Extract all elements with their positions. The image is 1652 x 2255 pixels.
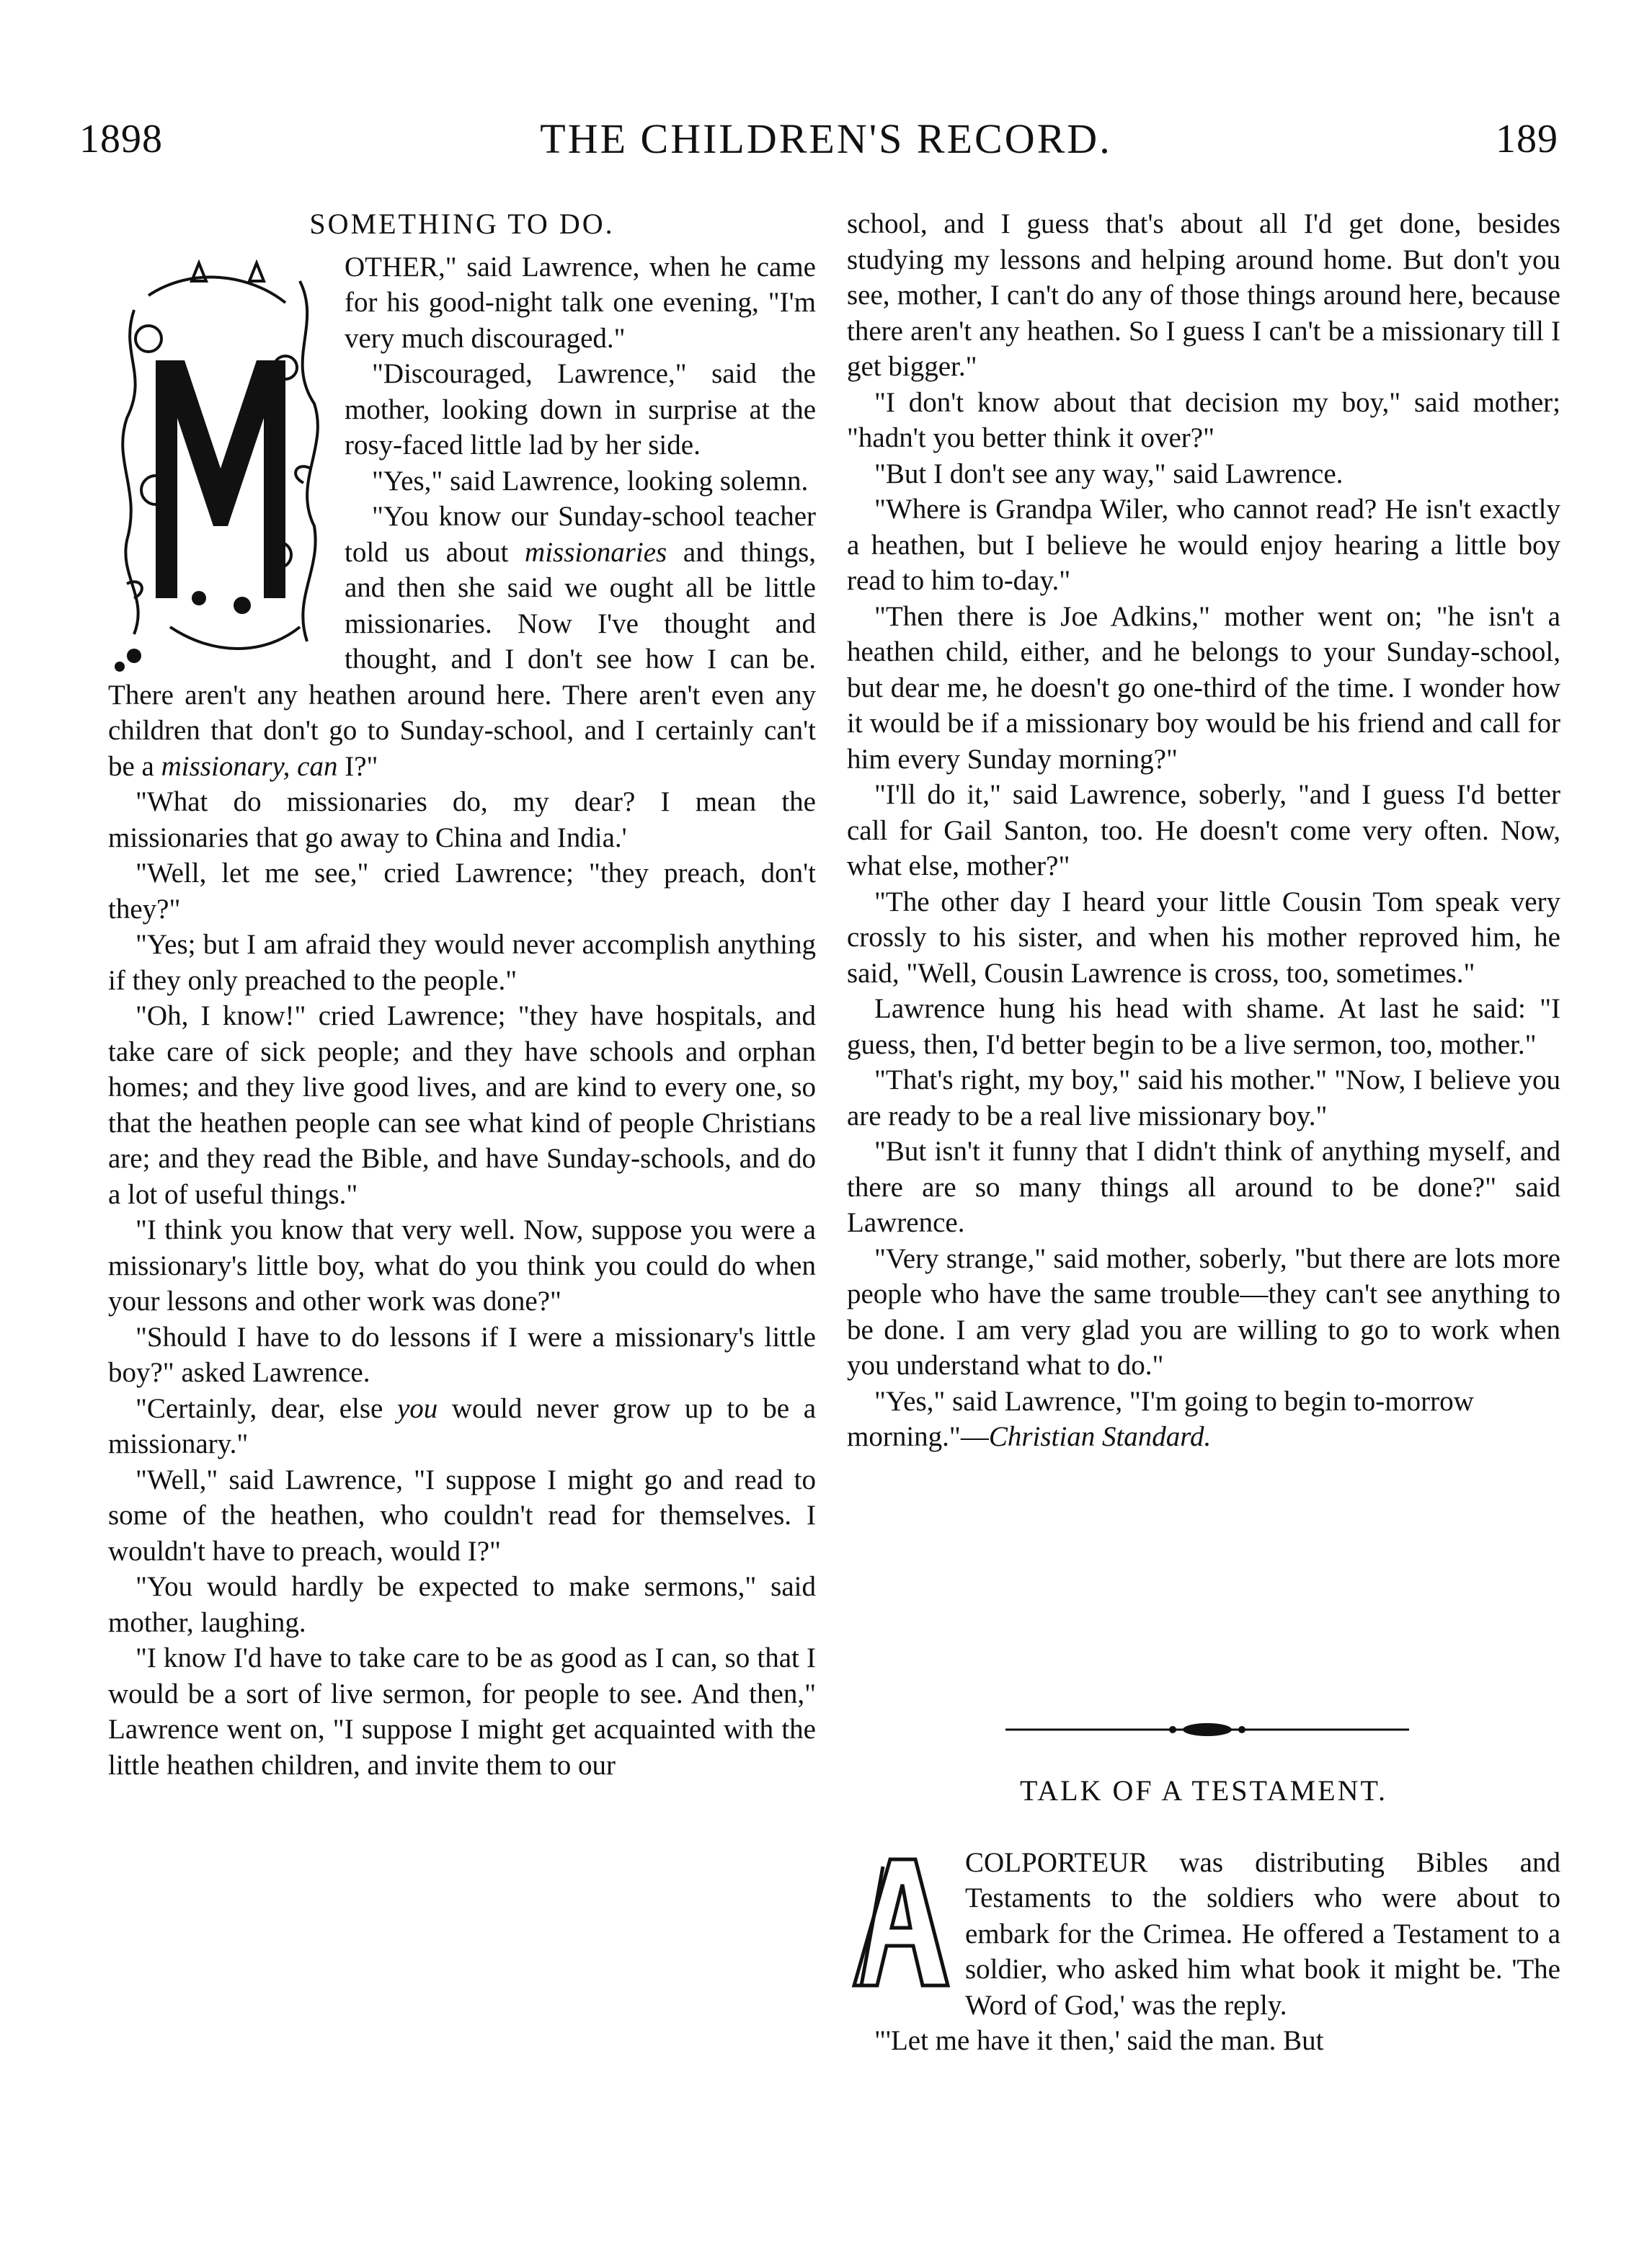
ornamental-dropcap-m: [105, 252, 334, 677]
paragraph: "You would hardly be expected to make sermons," said mother, laughing.: [108, 1571, 816, 1638]
paragraph: "Well, let me see," cried Lawrence; "they preach, don't they?": [108, 858, 816, 925]
paragraph: Lawrence hung his head with shame. At last he said: "I guess, then, I'd better begin to be a live sermon, too, mother.": [847, 993, 1560, 1060]
paragraph: "I think you know that very well. Now, suppose you were a missionary's little boy, what do you think you could do when your lessons and other work was done?": [108, 1214, 816, 1317]
paragraph: COLPORTEUR was distributing Bibles and Testaments to the soldiers who were about to embark for the Crimea. He offered a Testament to a soldier, who asked him what book it might be. 'The Word of God,' was the reply.: [965, 1846, 1560, 2021]
paragraph: "Then there is Joe Adkins," mother went on; "he isn't a heathen child, either, and he belongs to your Sunday-school, but dear me, he doesn't go one-third of the time. I wonder how it would be if a missionary boy would be his friend and call for him every Sunday morning?": [847, 600, 1560, 775]
paragraph: OTHER," said Lawrence, when he came for his good-night talk one evening, "I'm very much discouraged.": [345, 251, 816, 354]
paragraph: "Where is Grandpa Wiler, who cannot read? He isn't exactly a heathen, but I believe he would enjoy hearing a little boy read to him to-day.": [847, 494, 1560, 596]
paragraph: "The other day I heard your little Cousin Tom speak very crossly to his sister, and when his mother reproved him, he said, "Well, Cousin Lawrence is cross, too, sometimes.": [847, 886, 1560, 989]
paragraph: "'Let me have it then,' said the man. But: [874, 2025, 1324, 2056]
outlined-initial-a-icon: [847, 1852, 955, 1989]
story-talk-of-a-testament: [847, 1773, 1560, 2059]
paragraph: "Well," said Lawrence, "I suppose I might go and read to some of the heathen, who couldn't read for themselves. I wouldn't have to preach, would I?": [108, 1464, 816, 1567]
source-credit: Christian Standard.: [988, 1421, 1212, 1452]
paragraph: "I know I'd have to take care to be as good as I can, so that I would be a sort of live sermon, for people to see. And then," Lawrence went on, "I suppose I might get acquainted with the little heathen children, and invite them to our: [108, 1642, 816, 1781]
paragraph: "Oh, I know!" cried Lawrence; "they have hospitals, and take care of sick people; and they have schools and orphan homes; and they live good lives, and are kind to every one, so that the heathen people can see what kind of people Christians are; and they read the Bible, and have Sunday-schools, and do a lot of useful things.": [108, 1000, 816, 1210]
paragraph: "Yes; but I am afraid they would never accomplish anything if they only preached to the people.": [108, 929, 816, 996]
section-divider: [1005, 1721, 1409, 1738]
paragraph: "I don't know about that decision my boy," said mother; "hadn't you better think it over?": [847, 386, 1560, 453]
paragraph: "Certainly, dear, else you would never grow up to be a missionary.": [108, 1392, 817, 1459]
paragraph: "But I don't see any way," said Lawrence.: [874, 458, 1344, 489]
page-year: 1898: [79, 117, 163, 161]
paragraph: "You know our Sunday-school teacher told us about missionaries and things, and then she said we ought all be little missionaries. Now I've thought and thought, and I don't see how I can be. There aren't any heathen around here. There aren't even any children that don't go to Sunday-school, and I certainly can't be a missionary, can I?": [108, 501, 816, 782]
paragraph: "Very strange," said mother, soberly, "but there are lots more people who have the same trouble—they can't see anything to be done. I am very glad you are willing to go to work when you understand what to do.": [847, 1242, 1560, 1381]
paragraph: "That's right, my boy," said his mother." "Now, I believe you are ready to be a real live missionary boy.": [847, 1064, 1560, 1131]
page-number: 189: [1496, 117, 1558, 161]
floral-initial-m-icon: [105, 252, 334, 677]
paragraph: "What do missionaries do, my dear? I mean the missionaries that go away to China and India.': [108, 786, 816, 853]
publication-title: THE CHILDREN'S RECORD.: [540, 115, 1112, 162]
story-title-talk-of-a-testament: TALK OF A TESTAMENT.: [1020, 1774, 1387, 1807]
paragraph: "Yes," said Lawrence, "I'm going to begin to-morrow morning."—Christian Standard.: [847, 1385, 1474, 1452]
dropcap-a: [847, 1852, 955, 1989]
paragraph: "Should I have to do lessons if I were a missionary's little boy?" asked Lawrence.: [108, 1321, 816, 1388]
right-column: [847, 206, 1560, 1455]
ornamental-rule-icon: [1005, 1721, 1409, 1738]
left-column: [108, 206, 816, 1783]
paragraph: "I'll do it," said Lawrence, soberly, "and I guess I'd better call for Gail Santon, too. He doesn't come very often. Now, what else, mother?": [847, 779, 1560, 881]
story-title-something-to-do: SOMETHING TO DO.: [309, 208, 615, 240]
paragraph: school, and I guess that's about all I'd get done, besides studying my lessons and helping around home. But don't you see, mother, I can't do any of those things around here, because there aren't any heathen. So I guess I can't be a missionary till I get bigger.": [847, 208, 1560, 382]
paragraph: "Discouraged, Lawrence," said the mother, looking down in surprise at the rosy-faced little lad by her side.: [345, 358, 816, 461]
paragraph: "But isn't it funny that I didn't think of anything myself, and there are so many things all around to be done?" said Lawrence.: [847, 1136, 1560, 1238]
paragraph: "Yes," said Lawrence, looking solemn.: [372, 465, 809, 497]
